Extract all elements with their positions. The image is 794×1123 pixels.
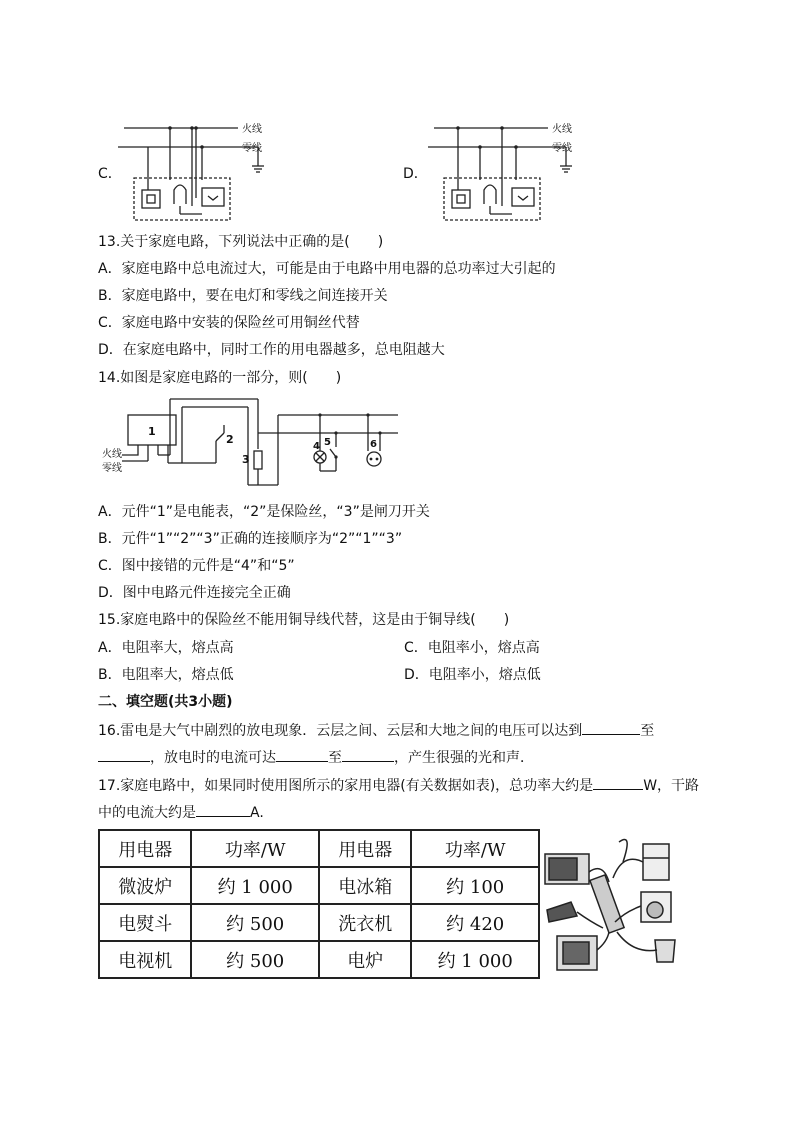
table-cell: 电熨斗 (99, 904, 191, 941)
q14-option-b: B．元件“1”“2”“3”正确的连接顺序为“2”“1”“3” (98, 531, 403, 547)
neutral-wire-label: 零线 (102, 463, 122, 474)
element-3-label: 3 (242, 453, 250, 466)
q16-line1 (98, 720, 654, 741)
q16-blank-1[interactable] (582, 720, 640, 735)
appliance-power-table (98, 829, 540, 979)
q16-line2 (98, 747, 534, 768)
table-cell: 约 420 (411, 904, 539, 941)
table-row (99, 941, 539, 978)
table-header: 功率/W (411, 830, 539, 867)
q16-text-1: 16.雷电是大气中剧烈的放电现象．云层之间、云层和大地之间的电压可以达到 (98, 723, 583, 739)
table-header: 用电器 (319, 830, 411, 867)
element-1-label: 1 (148, 425, 156, 438)
q17-blank-2[interactable] (196, 802, 250, 817)
q16-text-2: 至 (640, 723, 655, 739)
appliances-illustration (543, 832, 693, 982)
q16-blank-2[interactable] (98, 747, 150, 762)
table-cell: 约 100 (411, 867, 539, 904)
q17-text-2: W，干路 (643, 778, 700, 794)
q14-stem: 14.如图是家庭电路的一部分，则( ) (98, 370, 342, 386)
q15-option-c: C．电阻率小，熔点高 (404, 640, 540, 656)
q17-line1 (98, 775, 699, 796)
element-6-label: 6 (370, 439, 377, 450)
q17-blank-1[interactable] (593, 775, 643, 790)
q16-text-3: ，放电时的电流可达 (150, 750, 276, 766)
table-header: 功率/W (191, 830, 319, 867)
circuit-diagram-c (118, 118, 278, 228)
neutral-wire-label-c: 零线 (242, 143, 262, 154)
option-d-label: D． (403, 166, 428, 182)
element-4-label: 4 (313, 441, 320, 452)
table-cell: 约 1 000 (411, 941, 539, 978)
table-header: 用电器 (99, 830, 191, 867)
q14-option-a: A．元件“1”是电能表，“2”是保险丝，“3”是闸刀开关 (98, 504, 430, 520)
q15-stem: 15.家庭电路中的保险丝不能用铜导线代替，这是由于铜导线( ) (98, 612, 510, 628)
table-cell: 电炉 (319, 941, 411, 978)
table-row (99, 904, 539, 941)
section-heading: 二、填空题(共3小题) (98, 694, 233, 710)
element-2-label: 2 (226, 433, 234, 446)
option-c-label: C． (98, 166, 122, 182)
q13-option-a: A．家庭电路中总电流过大，可能是由于电路中用电器的总功率过大引起的 (98, 261, 556, 277)
table-cell: 洗衣机 (319, 904, 411, 941)
table-header-row (99, 830, 539, 867)
circuit-diagram-d (428, 118, 588, 228)
q13-option-b: B．家庭电路中，要在电灯和零线之间连接开关 (98, 288, 388, 304)
table-cell: 微波炉 (99, 867, 191, 904)
q13-stem: 13.关于家庭电路，下列说法中正确的是( ) (98, 234, 384, 250)
element-5-label: 5 (324, 437, 331, 448)
q15-option-a: A．电阻率大，熔点高 (98, 640, 234, 656)
table-cell: 电冰箱 (319, 867, 411, 904)
q15-option-d: D．电阻率小，熔点低 (404, 667, 541, 683)
q17-line2 (98, 802, 264, 823)
table-row (99, 867, 539, 904)
q16-blank-3[interactable] (276, 747, 328, 762)
q13-option-d: D．在家庭电路中，同时工作的用电器越多，总电阻越大 (98, 342, 445, 358)
q14-option-d: D．图中电路元件连接完全正确 (98, 585, 291, 601)
q15-option-b: B．电阻率大，熔点低 (98, 667, 234, 683)
q13-option-c: C．家庭电路中安装的保险丝可用铜丝代替 (98, 315, 360, 331)
table-cell: 约 500 (191, 941, 319, 978)
q14-option-c: C．图中接错的元件是“4”和“5” (98, 558, 295, 574)
live-wire-label-c: 火线 (242, 124, 262, 135)
q17-text-4: A. (250, 805, 264, 821)
q16-blank-4[interactable] (342, 747, 394, 762)
table-cell: 约 500 (191, 904, 319, 941)
table-cell: 约 1 000 (191, 867, 319, 904)
household-circuit-diagram (98, 393, 408, 498)
q16-text-5: ，产生很强的光和声． (394, 750, 534, 766)
q16-text-4: 至 (328, 750, 342, 766)
neutral-wire-label-d: 零线 (552, 143, 572, 154)
live-wire-label: 火线 (102, 449, 122, 460)
q17-text-1: 17.家庭电路中，如果同时使用图所示的家用电器(有关数据如表)，总功率大约是 (98, 778, 594, 794)
live-wire-label-d: 火线 (552, 124, 572, 135)
table-cell: 电视机 (99, 941, 191, 978)
q17-text-3: 中的电流大约是 (98, 805, 196, 821)
